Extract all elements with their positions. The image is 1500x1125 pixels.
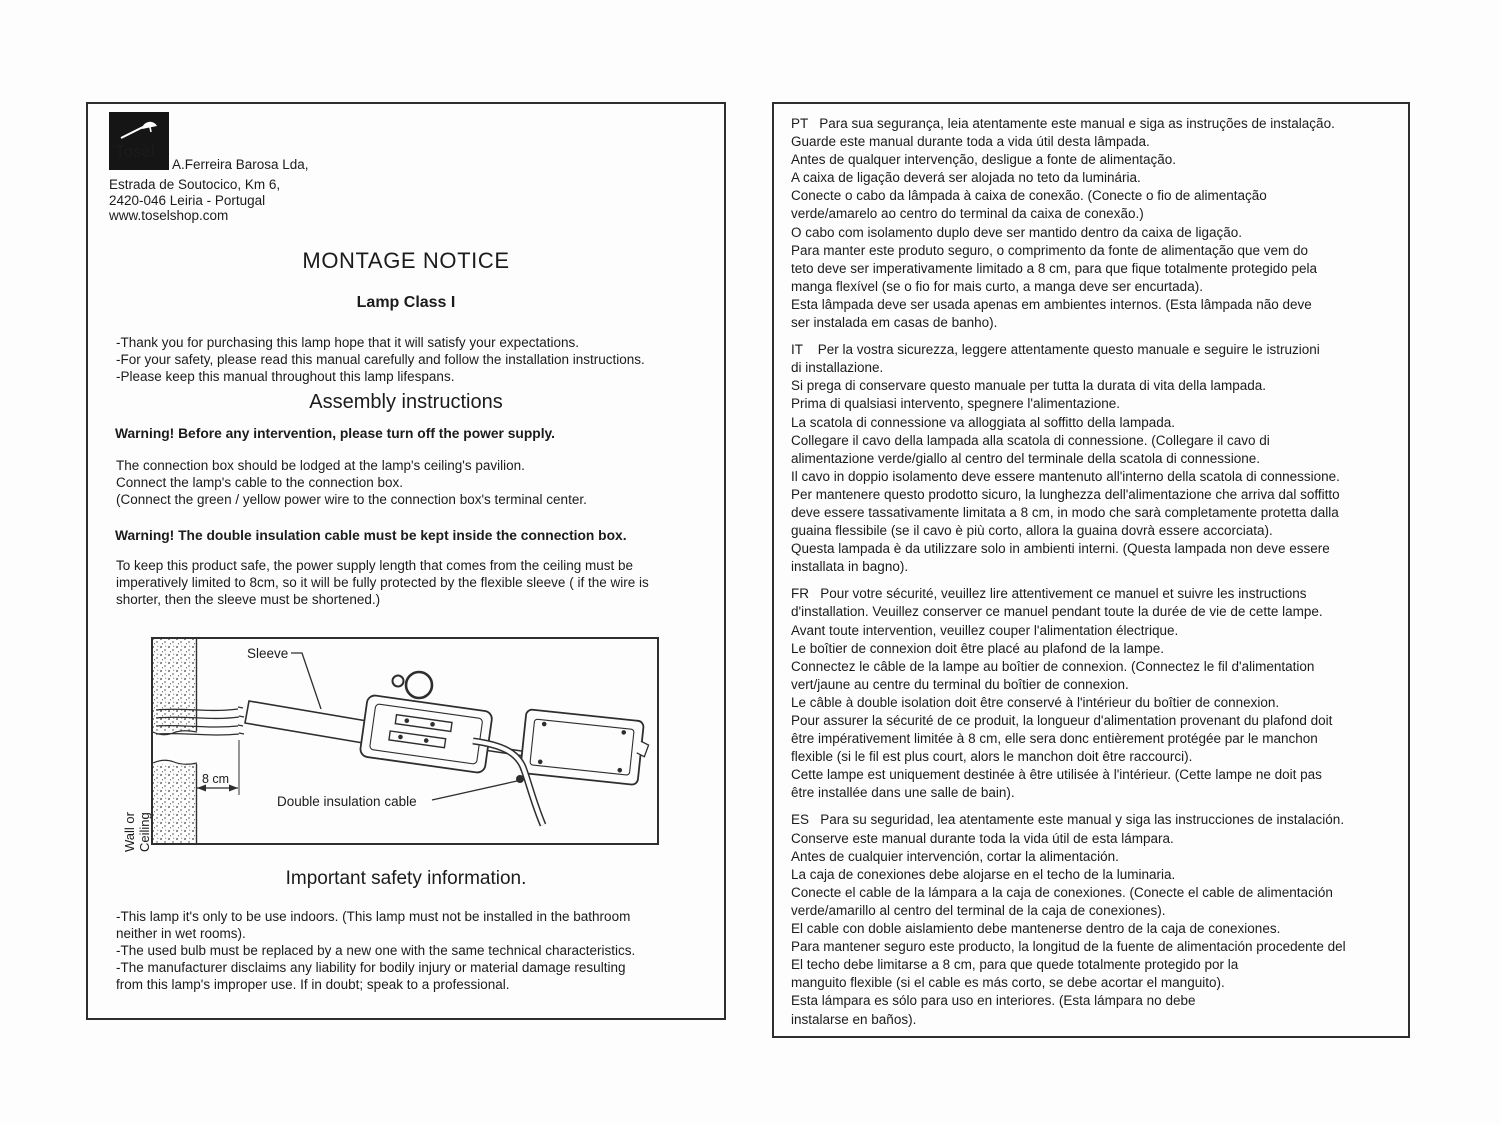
text-line: -For your safety, please read this manual carefully and follow the installation instructions. (116, 352, 645, 367)
text-line: -The manufacturer disclaims any liability for bodily injury or material damage resulting (116, 960, 626, 975)
assembly-heading: Assembly instructions (309, 391, 503, 413)
text-line: ser instalada em casas de banho). (791, 315, 998, 331)
page-title: MONTAGE NOTICE (302, 248, 510, 273)
connection-paragraph (116, 457, 587, 508)
tosel-logo (109, 112, 169, 170)
text-line: Cette lampe est uniquement destinée à être utilisée à l'intérieur. (Cette lampe ne doit pas (791, 767, 1322, 783)
text-line: -The used bulb must be replaced by a new one with the same technical characteristics. (116, 943, 636, 958)
text-line: Conecte el cable de la lámpara a la caja de conexiones. (Conecte el cable de alimentación (791, 884, 1333, 900)
right-panel (772, 102, 1410, 1038)
warning-power-supply: Warning! Before any intervention, please turn off the power supply. (115, 426, 556, 441)
text-line: verde/amarillo al centro del terminal de la caja de conexiones). (791, 902, 1166, 918)
text-line: Conserve este manual durante toda la vida útil de esta lámpara. (791, 830, 1174, 846)
company-name: A.Ferreira Barosa Lda, (172, 157, 309, 172)
text-line: Para mantener seguro este producto, la longitud de la fuente de alimentación procedente del (791, 939, 1346, 955)
text-line: d'installation. Veuillez conserver ce manuel pendant toute la durée de vie de cette lampe. (791, 604, 1323, 620)
dimension-label: 8 cm (202, 772, 230, 786)
text-line: FR Pour votre sécurité, veuillez lire attentivement ce manuel et suivre les instructions (791, 586, 1307, 602)
safety-heading: Important safety information. (285, 868, 527, 889)
text-line: Connectez le câble de la lampe au boîtier de connexion. (Connectez le fil d'alimentation (791, 658, 1315, 674)
text-line: Ceiling (137, 812, 152, 852)
text-line: -This lamp it's only to be use indoors. (This lamp must not be installed in the bathroom (116, 909, 631, 924)
section-pt (791, 115, 1396, 332)
text-line: flexible (si le fil est plus court, alors le manchon doit être raccourci). (791, 749, 1193, 765)
text-line: Prima di qualsiasi intervento, spegnere l'alimentazione. (791, 396, 1121, 412)
text-line: verde/amarelo ao centro do terminal da caixa de conexão.) (791, 206, 1144, 222)
text-line: -Thank you for purchasing this lamp hope that it will satisfy your expectations. (116, 335, 579, 350)
section-it (791, 341, 1396, 576)
text-line: imperatively limited to 8cm, so it will be fully protected by the flexible sleeve ( if the wire is (116, 575, 649, 590)
text-line: Questa lampada è da utilizzare solo in ambienti interni. (Questa lampada non deve essere (791, 541, 1330, 557)
text-line: instalarse en baños). (791, 1011, 917, 1027)
wall-or-ceiling-label (122, 756, 152, 852)
text-line: ES Para su seguridad, lea atentamente este manual y siga las instrucciones de instalación. (791, 812, 1345, 828)
text-line: El techo debe limitarse a 8 cm, para que quede totalmente protegido por la (791, 957, 1239, 973)
text-line: di installazione. (791, 360, 884, 376)
cable-pointer-dot (516, 775, 524, 783)
text-line: O cabo com isolamento duplo deve ser mantido dentro da caixa de ligação. (791, 224, 1243, 240)
address-line: 2420-046 Leiria - Portugal (109, 192, 266, 208)
text-line: Conecte o cabo da lâmpada à caixa de conexão. (Conecte o fio de alimentação (791, 188, 1267, 204)
text-line: -Please keep this manual throughout this lamp lifespans. (116, 369, 455, 384)
text-line: La scatola di connessione va alloggiata al soffitto della lampada. (791, 414, 1176, 430)
text-line: Connect the lamp's cable to the connection box. (116, 475, 404, 490)
text-line: alimentazione verde/giallo al centro del terminale della scatola di connessione. (791, 450, 1261, 466)
address-line: www.toselshop.com (109, 208, 229, 223)
section-fr (791, 585, 1396, 802)
text-line: être impérativement limitée à 8 cm, elle sera donc entièrement protégée par le manchon (791, 731, 1318, 747)
text-line: Esta lâmpada deve ser usada apenas em ambientes internos. (Esta lâmpada não deve (791, 296, 1312, 312)
intro-paragraph (116, 334, 645, 385)
connection-box-cover (520, 709, 651, 786)
text-line: Le boîtier de connexion doit être placé au plafond de la lampe. (791, 640, 1165, 656)
left-panel (86, 102, 726, 1020)
text-line: shorter, then the sleeve must be shortened.) (116, 592, 381, 607)
text-line: installata in bagno). (791, 559, 909, 575)
text-line: deve essere tassativamente limitata a 8 cm, in modo che sarà completamente protetta dalla (791, 504, 1339, 520)
cable-label: Double insulation cable (277, 794, 417, 809)
text-line: Il cavo in doppio isolamento deve essere mantenuto all'interno della scatola di connessione. (791, 468, 1340, 484)
text-line: The connection box should be lodged at the lamp's ceiling's pavilion. (116, 458, 525, 473)
text-line: teto deve ser imperativamente limitado a 8 cm, para que fique totalmente protegido pela (791, 260, 1318, 276)
safety-paragraph (116, 908, 635, 993)
text-line: Antes de qualquer intervenção, desligue a fonte de alimentação. (791, 152, 1177, 168)
text-line: (Connect the green / yellow power wire to the connection box's terminal center. (116, 492, 587, 507)
section-es (791, 811, 1396, 1028)
lamp-logo-icon (109, 112, 169, 170)
text-line: Avant toute intervention, veuillez couper l'alimentation électrique. (791, 622, 1179, 638)
text-line: manguito flexible (si el cable es más corto, se debe acortar el manguito). (791, 975, 1225, 991)
text-line: Guarde este manual durante toda a vida útil desta lâmpada. (791, 134, 1150, 150)
address-line: Estrada de Soutocico, Km 6, (109, 177, 281, 192)
text-line: La caja de conexiones debe alojarse en el techo de la luminaria. (791, 866, 1176, 882)
text-line: guaina flessibile (se il cavo è più corto, allora la guaina dovrà essere accorciata). (791, 523, 1273, 539)
text-line: IT Per la vostra sicurezza, leggere attentamente questo manuale e seguire le istruzioni (791, 342, 1320, 358)
warning-insulation-cable: Warning! The double insulation cable must be kept inside the connection box. (115, 528, 627, 543)
text-line: vert/jaune au centre du terminal du boîtier de connexion. (791, 676, 1129, 692)
text-line: Collegare il cavo della lampada alla scatola di connessione. (Collegare il cavo di (791, 432, 1270, 448)
text-line: from this lamp's improper use. If in doubt; speak to a professional. (116, 977, 510, 992)
text-line: Antes de cualquier intervención, cortar la alimentación. (791, 848, 1119, 864)
text-line: Le câble à double isolation doit être conservé à l'intérieur du boîtier de connexion. (791, 694, 1280, 710)
text-line: PT Para sua segurança, leia atentamente este manual e siga as instruções de instalação. (791, 116, 1335, 131)
text-line: Para manter este produto seguro, o comprimento da fonte de alimentação que vem do (791, 242, 1309, 258)
text-line: Esta lámpara es sólo para uso en interiores. (Esta lámpara no debe (791, 993, 1196, 1009)
text-line: A caixa de ligação deverá ser alojada no teto da luminária. (791, 170, 1141, 186)
sleeve-paragraph (116, 557, 649, 608)
company-address (109, 177, 280, 224)
text-line: To keep this product safe, the power supply length that comes from the ceiling must be (116, 558, 634, 573)
text-line: Wall or (122, 812, 137, 852)
page-subtitle: Lamp Class I (356, 294, 456, 311)
text-line: Per mantenere questo prodotto sicuro, la lunghezza dell'alimentazione che arriva dal soffitto (791, 486, 1340, 502)
text-line: neither in wet rooms). (116, 926, 246, 941)
text-line: Si prega di conservare questo manuale per tutta la durata di vita della lampada. (791, 378, 1267, 394)
sleeve-label: Sleeve (247, 646, 289, 661)
logo-text: Tosel (115, 142, 155, 161)
text-line: Pour assurer la sécurité de ce produit, la longueur d'alimentation provenant du plafond doit (791, 713, 1333, 728)
text-line: manga flexível (se o fio for mais curto, a manga deve ser encurtada). (791, 278, 1203, 294)
text-line: El cable con doble aislamiento debe mantenerse dentro de la caja de conexiones. (791, 921, 1281, 937)
assembly-diagram (151, 637, 659, 845)
text-line: être installée dans une salle de bain). (791, 785, 1015, 801)
